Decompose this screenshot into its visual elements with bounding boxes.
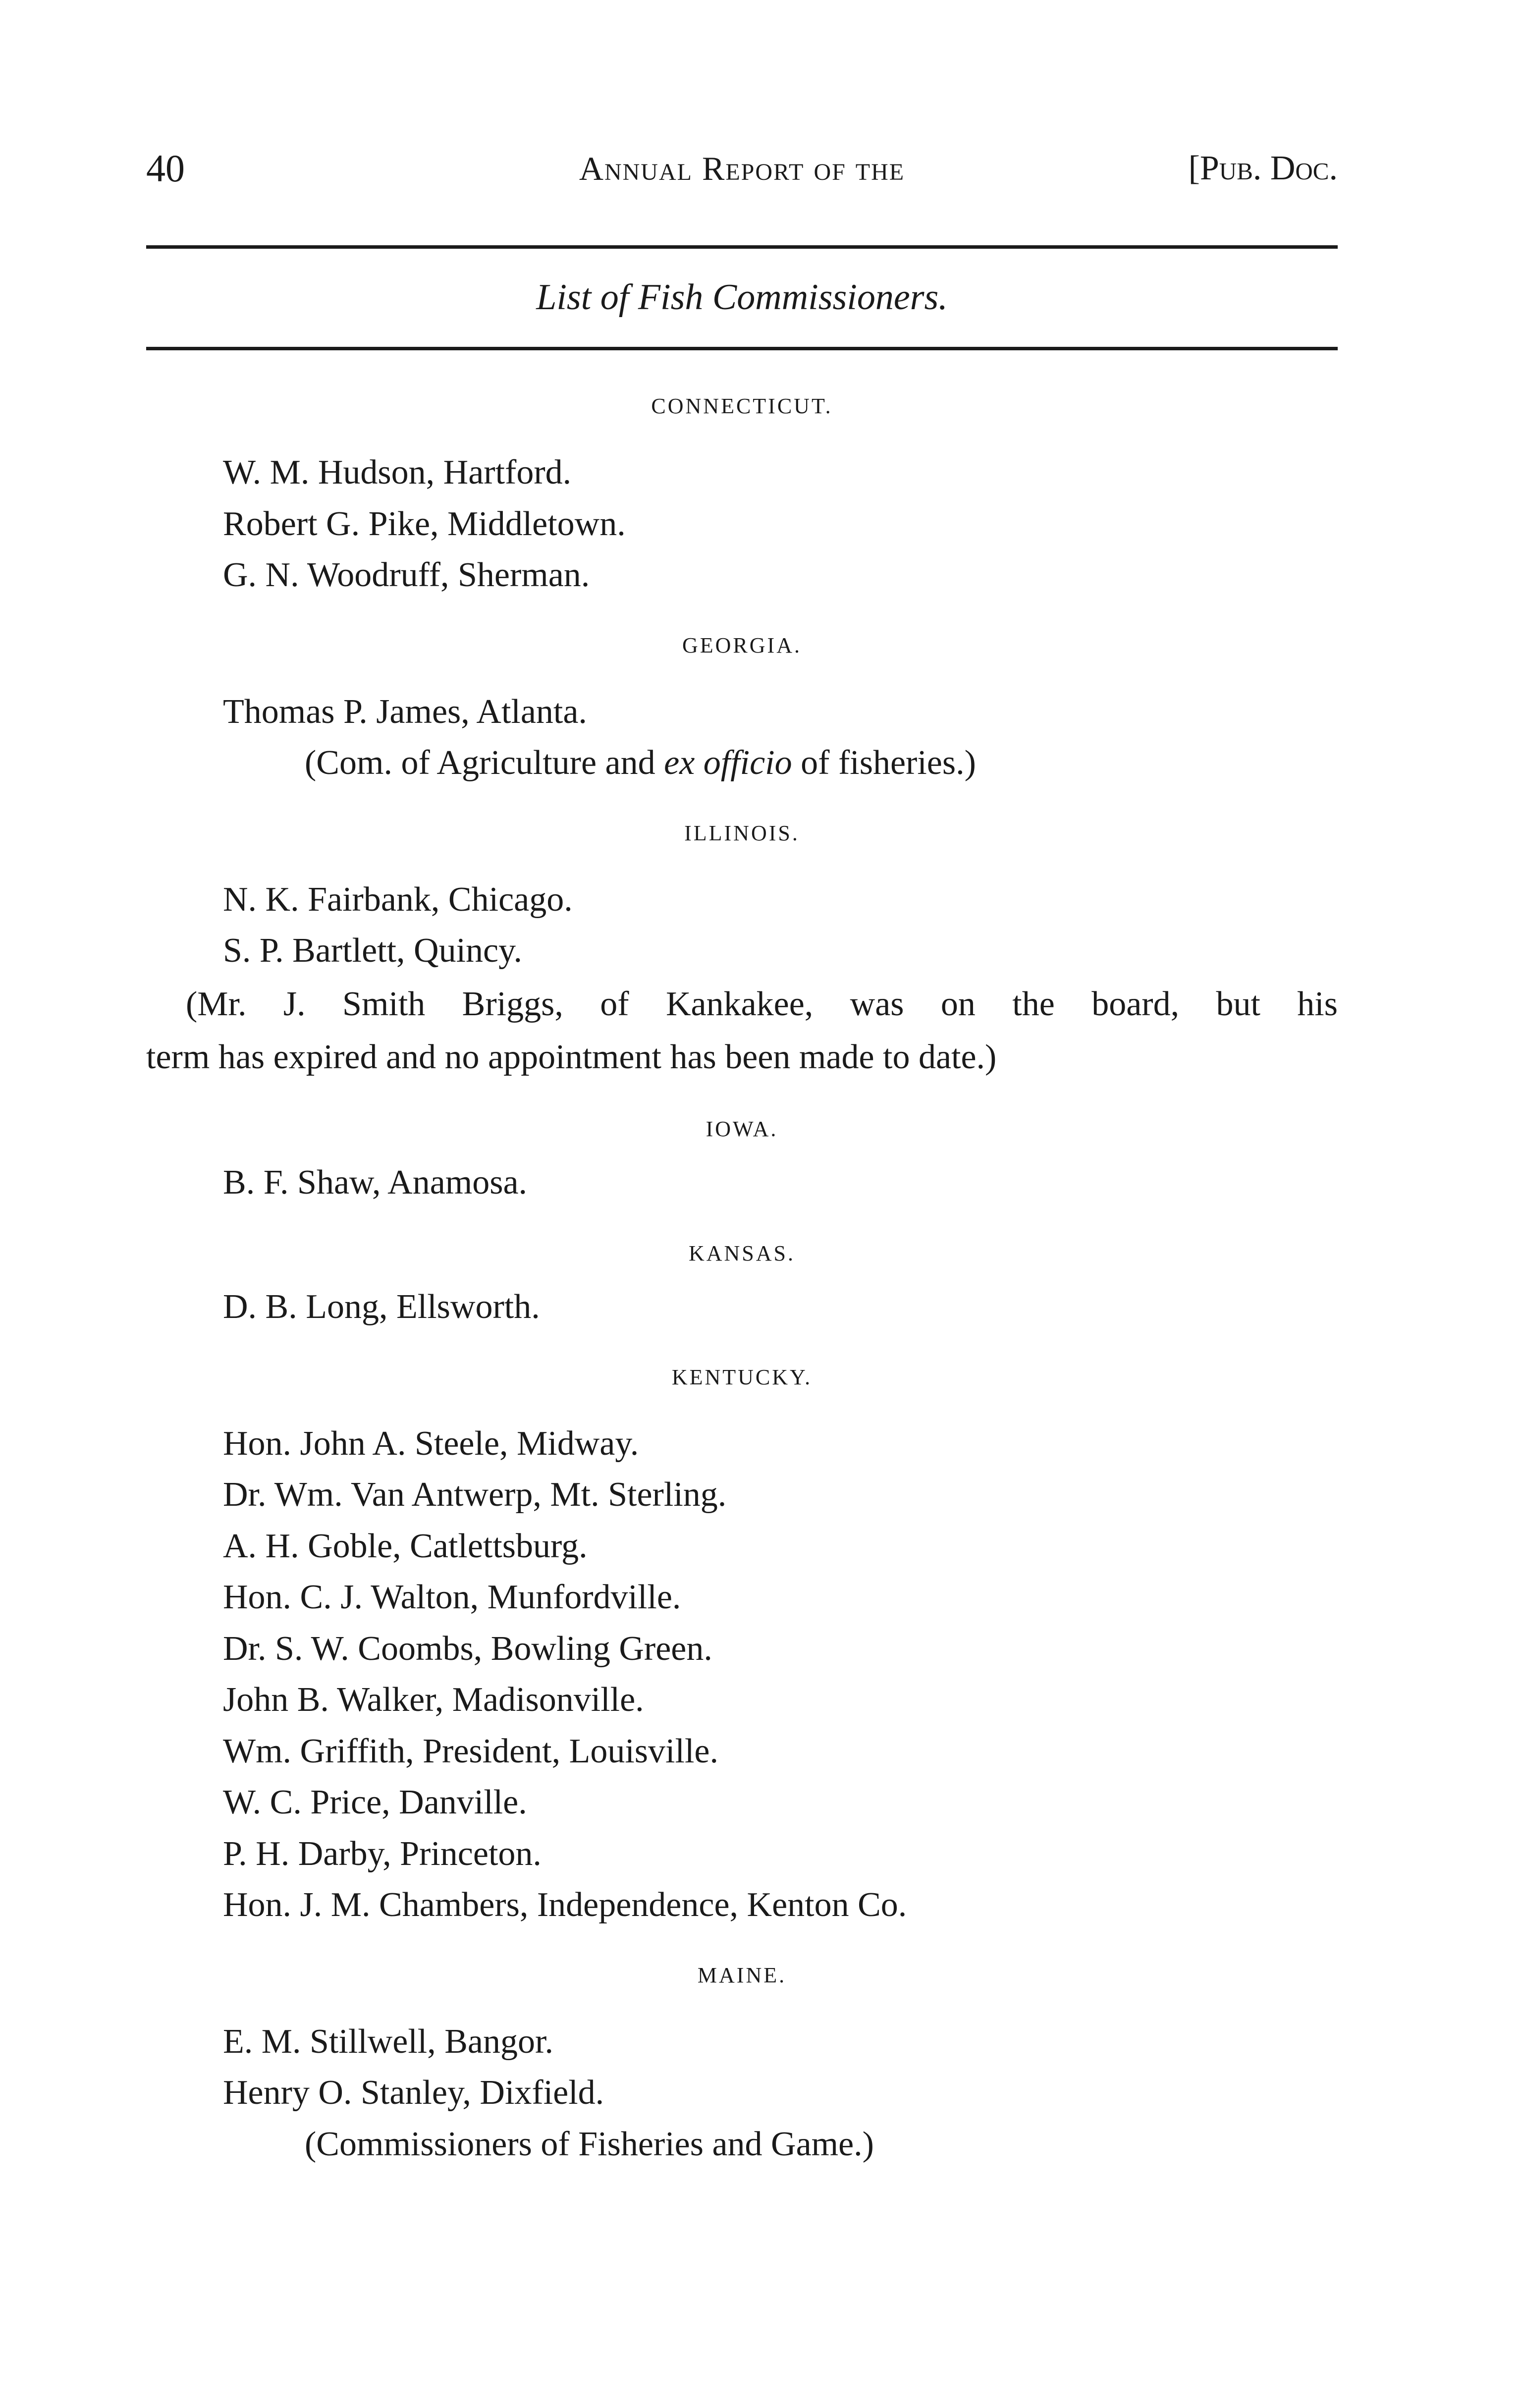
commissioner-entry: Robert G. Pike, Middletown. xyxy=(223,504,626,543)
state-heading-illinois: ILLINOIS. xyxy=(684,821,800,845)
commissioner-entry: N. K. Fairbank, Chicago. xyxy=(223,880,573,919)
commissioner-entry: Dr. S. W. Coombs, Bowling Green. xyxy=(223,1629,712,1668)
header-rule-top xyxy=(146,245,1338,249)
maine-note: (Commissioners of Fisheries and Game.) xyxy=(305,2125,874,2163)
commissioner-entry: G. N. Woodruff, Sherman. xyxy=(223,556,590,594)
running-title: Annual Report of the xyxy=(579,150,905,187)
commissioner-list xyxy=(146,391,1338,2170)
document-reference: [Pub. Doc. xyxy=(1188,149,1338,187)
commissioner-entry: E. M. Stillwell, Bangor. xyxy=(223,2022,553,2061)
commissioner-entry: Wm. Griffith, President, Louisville. xyxy=(223,1732,718,1770)
commissioner-entry: A. H. Goble, Catlettsburg. xyxy=(223,1527,588,1565)
commissioner-entry: S. P. Bartlett, Quincy. xyxy=(223,931,523,970)
commissioner-entry: B. F. Shaw, Anamosa. xyxy=(223,1163,528,1202)
state-heading-kentucky: KENTUCKY. xyxy=(671,1365,813,1389)
commissioner-entry: Hon. C. J. Walton, Munfordville. xyxy=(223,1578,681,1616)
note-text: (Com. of Agriculture and xyxy=(305,744,664,782)
commissioner-entry: Thomas P. James, Atlanta. xyxy=(223,692,587,731)
commissioner-entry: D. B. Long, Ellsworth. xyxy=(223,1288,540,1326)
commissioner-entry: P. H. Darby, Princeton. xyxy=(223,1834,542,1873)
commissioner-entry: W. C. Price, Danville. xyxy=(223,1783,527,1821)
state-heading-kansas: KANSAS. xyxy=(688,1241,796,1265)
running-header xyxy=(146,144,1338,203)
georgia-note xyxy=(146,737,1338,789)
commissioner-entry: Henry O. Stanley, Dixfield. xyxy=(223,2074,604,2112)
state-heading-connecticut: CONNECTICUT. xyxy=(651,394,833,418)
note-text: of fisheries.) xyxy=(792,744,976,782)
section-title: List of Fish Commissioners. xyxy=(536,277,948,318)
paragraph-line: (Mr. J. Smith Briggs, of Kankakee, was on the board, but his xyxy=(186,985,1338,1023)
paragraph-line: term has expired and no appointment has been made to date.) xyxy=(146,1038,997,1076)
note-italic-text: ex officio xyxy=(664,744,792,782)
state-heading-maine: MAINE. xyxy=(697,1963,787,1987)
state-heading-georgia: GEORGIA. xyxy=(682,633,802,657)
commissioner-entry: Hon. J. M. Chambers, Independence, Kenton Co. xyxy=(223,1886,907,1924)
commissioner-entry: Dr. Wm. Van Antwerp, Mt. Sterling. xyxy=(223,1476,727,1514)
commissioner-entry: Hon. John A. Steele, Midway. xyxy=(223,1424,639,1463)
header-rule-bottom xyxy=(146,347,1338,350)
commissioner-entry: John B. Walker, Madisonville. xyxy=(223,1681,644,1719)
illinois-note-paragraph xyxy=(146,978,1338,1084)
commissioner-entry: W. M. Hudson, Hartford. xyxy=(223,453,572,492)
page-number: 40 xyxy=(146,147,185,190)
state-heading-iowa: IOWA. xyxy=(706,1116,778,1141)
